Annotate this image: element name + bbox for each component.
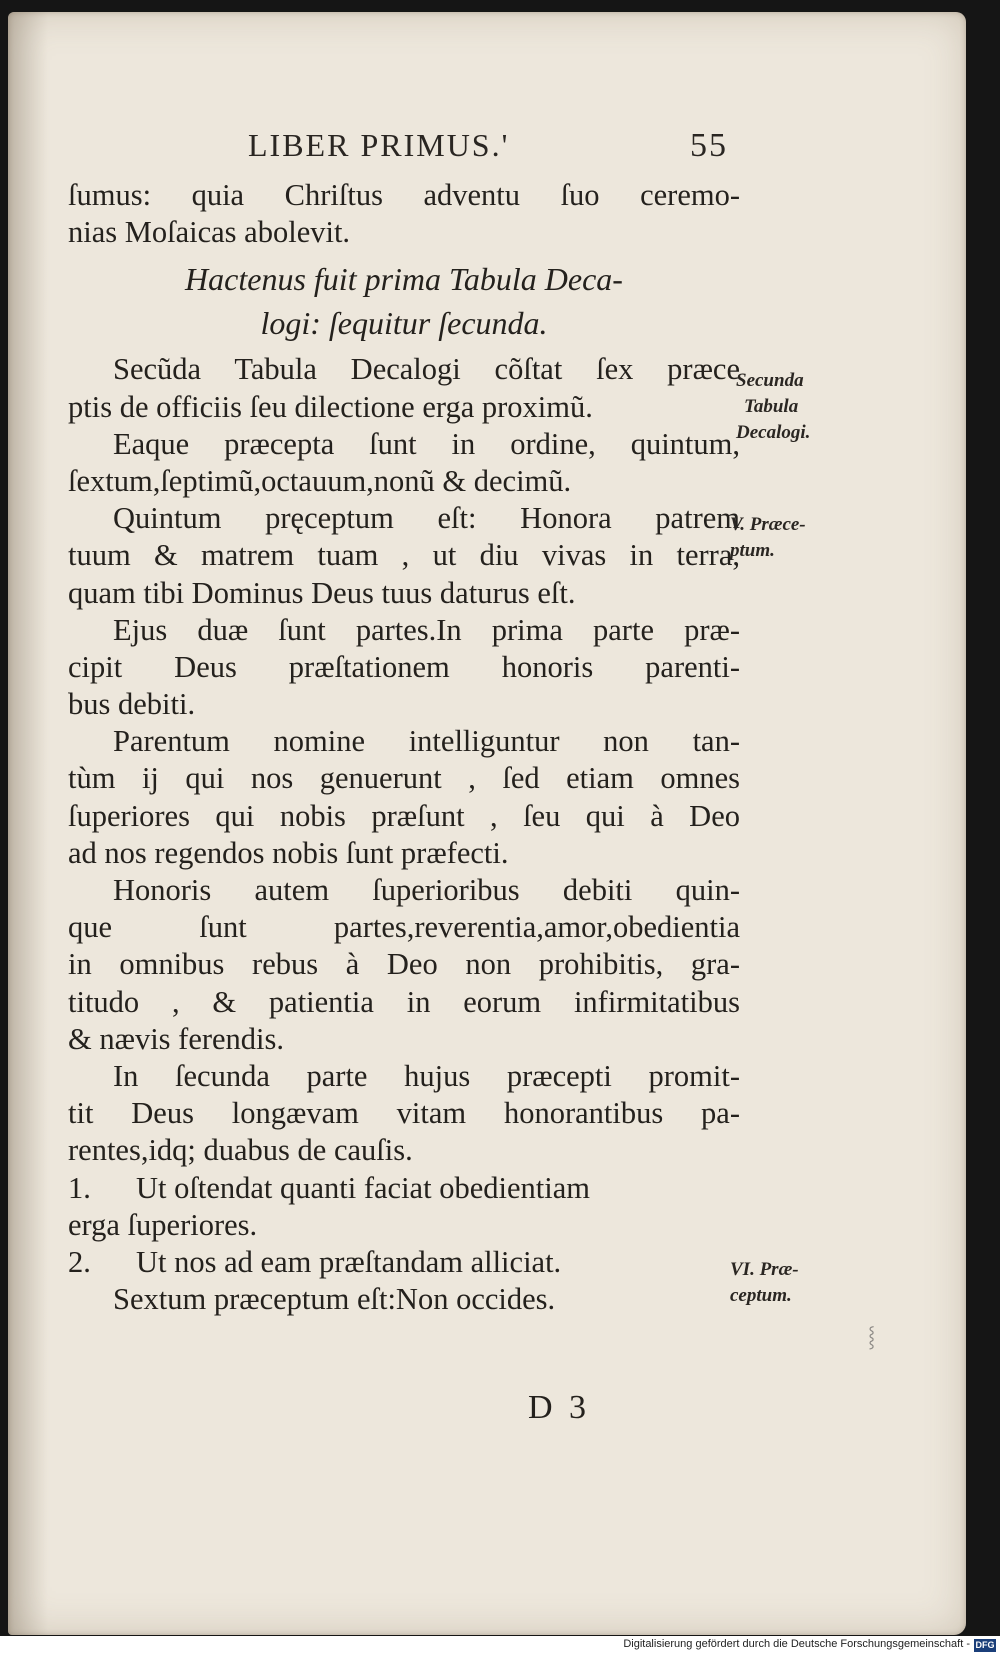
margin-note-secunda-tabula [736,368,810,446]
text-line: erga ſuperiores. [68,1207,258,1242]
heading-line: logi: ſequitur ſecunda. [260,305,548,342]
margin-note-line: Decalogi. [736,422,811,443]
text-line: quam tibi Dominus Deus tuus daturus eſt. [68,575,576,610]
margin-note-line: ceptum. [730,1285,792,1306]
item-text: Ut oſtendat quanti faciat obedientiam [136,1170,590,1205]
running-head-title: LIBER PRIMUS.' [248,127,510,163]
text-line: Ejus duæ ſunt partes.In prima parte præ- [113,612,740,647]
margin-note-quintum [730,512,806,564]
text-line: Secũda Tabula Decalogi cõſtat ſex præce [113,352,740,387]
item-text: Ut nos ad eam præſtandam alliciat. [136,1244,562,1279]
dfg-logo-icon: DFG [975,1640,995,1650]
item-number: 2. [68,1244,91,1279]
main-text-block [68,177,740,1318]
text-line: tuum & matrem tuam , ut diu vivas in terra, [68,538,740,573]
margin-note-line: Secunda [736,370,804,391]
text-line: tùm ij qui nos genuerunt , ſed etiam omnes [68,761,740,796]
page-number: 55 [690,127,728,164]
text-line: Eaque præcepta ſunt in ordine, quintum, [113,426,740,461]
text-line: Honoris autem ſuperioribus debiti quin- [113,873,740,907]
margin-note-line: ptum. [730,540,775,561]
margin-note-line: VI. Præ- [730,1259,799,1280]
text-line: Parentum nomine intelliguntur non tan- [113,724,740,759]
book-page [8,12,966,1635]
signature-mark: D 3 [528,1389,591,1426]
text-line: in omnibus rebus à Deo non prohibitis, gra- [68,947,740,982]
pencil-mark-icon: ⸾ [868,1326,876,1348]
digitization-footer [0,1636,1000,1656]
margin-note-sextum [730,1257,799,1309]
margin-note-line: V. Præce- [730,514,806,535]
text-line: ſuperiores qui nobis præſunt , ſeu qui à Deo [68,798,740,833]
item-number: 1. [68,1170,91,1205]
text-line: bus debiti. [68,687,196,722]
text-line: rentes,idq; duabus de cauſis. [68,1133,413,1168]
text-line: tit Deus longævam vitam honorantibus pa- [68,1096,740,1131]
footer-credit: Digitalisierung gefördert durch die Deutsche Forschungsgemeinschaft - [623,1638,970,1650]
text-line: ſextum,ſeptimũ,octauum,nonũ & decimũ. [68,463,572,498]
text-line: nias Moſaicas abolevit. [68,215,351,250]
text-line: ptis de officiis ſeu dilectione erga proximũ. [68,389,593,424]
text-line: Sextum præceptum eſt:Non occides. [113,1282,556,1317]
text-line: In ſecunda parte hujus præcepti promit- [113,1058,740,1093]
text-line: ſumus: quia Chriſtus adventu ſuo ceremo- [68,178,740,212]
text-line: & nævis ferendis. [68,1021,285,1056]
numbered-item [68,1170,740,1207]
text-line: cipit Deus præſtationem honoris parenti- [68,649,740,684]
text-line: que ſunt partes,reverentia,amor,obedientia [68,910,740,945]
margin-note-line: Tabula [744,396,799,417]
numbered-item [68,1244,740,1281]
text-line: Quintum pręceptum eſt: Honora patrem [113,501,740,536]
section-heading [68,257,740,345]
heading-line: Hactenus fuit prima Tabula Deca- [185,261,623,298]
text-line: ad nos regendos nobis ſunt præfecti. [68,835,509,870]
text-line: titudo , & patientia in eorum infirmitatibus [68,984,740,1019]
